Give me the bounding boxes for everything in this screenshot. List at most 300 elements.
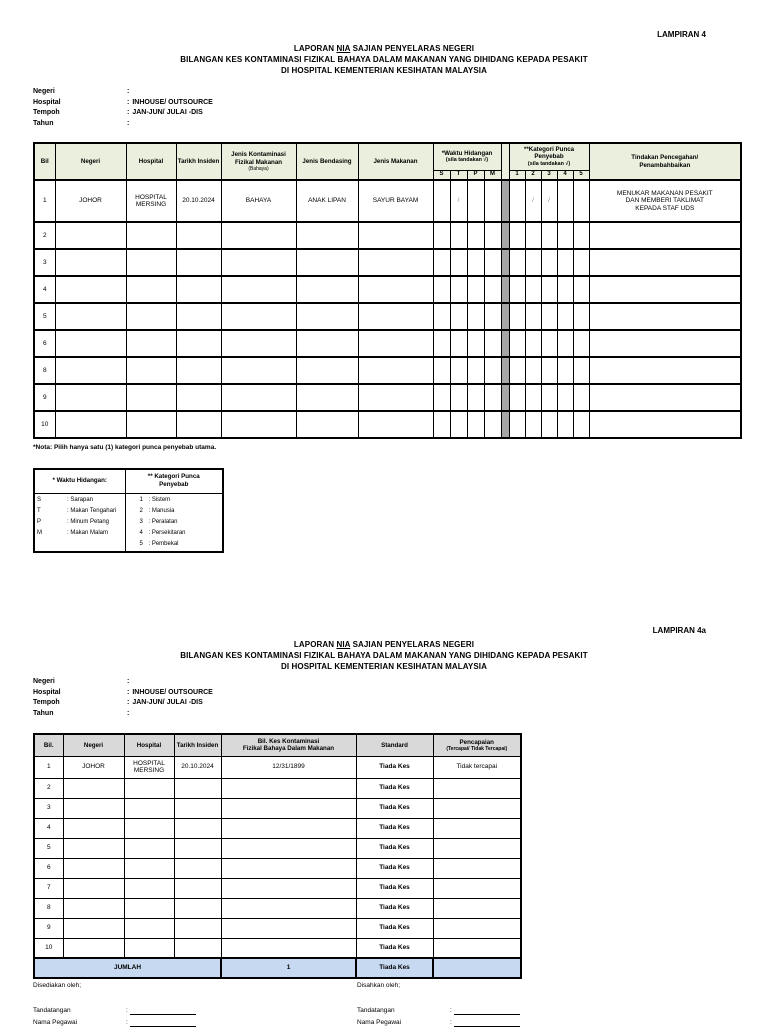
cell-hospital xyxy=(126,384,176,411)
cell-hospital xyxy=(126,330,176,357)
meta-colon: : xyxy=(127,688,130,696)
cell-waktu-p xyxy=(467,330,484,357)
cell-hospital xyxy=(124,918,174,938)
header-hospital: Hospital xyxy=(126,143,176,180)
cell-pencapaian xyxy=(433,798,521,818)
header-tindakan: Tindakan Pencegahan/ Penambahbaikan xyxy=(589,143,741,180)
cell-kategori-2 xyxy=(525,330,541,357)
separator-strip-cell xyxy=(501,330,509,357)
cell-kategori-3: / xyxy=(541,180,557,222)
meta-label: Negeri xyxy=(33,88,55,95)
cell-bendasing xyxy=(296,222,358,249)
cell-makanan xyxy=(358,249,433,276)
signature-row-tandatangan xyxy=(33,1003,196,1015)
header-kategori-3: 3 xyxy=(541,170,557,180)
header-standard: Standard xyxy=(356,734,433,756)
header-bil: Bil. xyxy=(34,734,63,756)
cell-waktu-m xyxy=(484,276,501,303)
cell-bendasing xyxy=(296,330,358,357)
cell-hospital xyxy=(126,411,176,438)
cell-tarikh xyxy=(176,330,221,357)
cell-pencapaian xyxy=(433,818,521,838)
jumlah-label: JUMLAH xyxy=(34,958,221,978)
cell-negeri xyxy=(55,384,126,411)
header-waktu-p: P xyxy=(467,170,484,180)
cell-bil-kes xyxy=(221,938,356,958)
header-waktu-s: S xyxy=(433,170,450,180)
legend-key: P xyxy=(37,518,42,525)
cell-kategori-2 xyxy=(525,357,541,384)
cell-kontaminasi xyxy=(221,330,296,357)
separator-strip-cell xyxy=(501,180,509,222)
cell-waktu-t xyxy=(450,330,467,357)
header-jenis-kontaminasi: Jenis Kontaminasi Fizikal Makanan (Bahaya) xyxy=(221,143,296,180)
cell-bil: 4 xyxy=(34,276,55,303)
cell-pencapaian xyxy=(433,898,521,918)
meta-row-negeri xyxy=(33,87,213,98)
legend-item-4 xyxy=(128,528,221,539)
cell-bendasing xyxy=(296,411,358,438)
signature-colon: : xyxy=(126,1019,128,1026)
cell-bil-kes xyxy=(221,838,356,858)
separator-strip-cell xyxy=(501,276,509,303)
cell-waktu-p xyxy=(467,303,484,330)
cell-makanan xyxy=(358,303,433,330)
table-row xyxy=(34,249,741,276)
cell-negeri xyxy=(55,411,126,438)
separator-strip-cell xyxy=(501,249,509,276)
header-kategori-4: 4 xyxy=(557,170,573,180)
meta-label: Negeri xyxy=(33,678,55,685)
cell-kategori-3 xyxy=(541,222,557,249)
signature-colon: : xyxy=(126,1007,128,1014)
cell-waktu-p xyxy=(467,411,484,438)
cell-pencapaian: Tidak tercapai xyxy=(433,756,521,778)
signature-row-nama-pegawai xyxy=(357,1015,520,1027)
underlined-nia: NIA xyxy=(336,44,351,53)
cell-bil: 7 xyxy=(34,878,63,898)
meta-label: Tempoh xyxy=(33,699,60,706)
cell-bil: 10 xyxy=(34,411,55,438)
jumlah-standard: Tiada Kes xyxy=(356,958,433,978)
cell-bendasing xyxy=(296,303,358,330)
cell-waktu-t xyxy=(450,303,467,330)
legend-key: T xyxy=(37,507,41,514)
cell-standard: Tiada Kes xyxy=(356,938,433,958)
cell-kategori-4 xyxy=(557,249,573,276)
cell-waktu-s xyxy=(433,411,450,438)
cell-hospital xyxy=(124,858,174,878)
report-title-line1: LAPORAN NIA SAJIAN PENYELARAS NEGERI xyxy=(293,44,475,53)
header-negeri: Negeri xyxy=(63,734,124,756)
cell-pencapaian xyxy=(433,778,521,798)
cell-bil: 9 xyxy=(34,918,63,938)
legend-kategori-list xyxy=(125,493,223,552)
cell-tarikh: 20.10.2024 xyxy=(176,180,221,222)
cell-bil: 1 xyxy=(34,180,55,222)
cell-kontaminasi xyxy=(221,357,296,384)
cell-bil: 2 xyxy=(34,778,63,798)
table-row xyxy=(34,357,741,384)
cell-kontaminasi xyxy=(221,384,296,411)
cell-hospital xyxy=(124,818,174,838)
cell-standard: Tiada Kes xyxy=(356,778,433,798)
cell-kontaminasi: BAHAYA xyxy=(221,180,296,222)
cell-tindakan xyxy=(589,303,741,330)
cell-waktu-t xyxy=(450,411,467,438)
cell-standard: Tiada Kes xyxy=(356,878,433,898)
legend-item-5 xyxy=(128,539,221,550)
cell-standard: Tiada Kes xyxy=(356,858,433,878)
table-row xyxy=(34,411,741,438)
cell-tindakan xyxy=(589,249,741,276)
header-waktu-m: M xyxy=(484,170,501,180)
cell-tarikh: 20.10.2024 xyxy=(174,756,221,778)
cell-waktu-t xyxy=(450,357,467,384)
cell-negeri xyxy=(55,303,126,330)
meta-colon: : xyxy=(127,699,130,706)
meta-value: JAN-JUN/ JULAI -DIS xyxy=(132,109,203,116)
cell-pencapaian xyxy=(433,858,521,878)
cell-bil-kes: 12/31/1899 xyxy=(221,756,356,778)
cell-kategori-1 xyxy=(509,249,525,276)
cell-kategori-4 xyxy=(557,276,573,303)
cell-negeri xyxy=(63,878,124,898)
meta-row-tahun xyxy=(33,709,213,720)
cell-waktu-s xyxy=(433,357,450,384)
cell-negeri xyxy=(63,778,124,798)
cell-kategori-2: / xyxy=(525,180,541,222)
lampiran-4-label: LAMPIRAN 4 xyxy=(657,30,706,39)
legend-table xyxy=(33,468,224,553)
cell-bil: 8 xyxy=(34,357,55,384)
legend-waktu-list xyxy=(34,493,125,552)
signature-label: Nama Pegawai xyxy=(33,1019,78,1026)
cell-hospital xyxy=(126,222,176,249)
cell-kategori-2 xyxy=(525,411,541,438)
meta-row-negeri xyxy=(33,677,213,688)
cell-bil: 3 xyxy=(34,249,55,276)
report-title-line2: BILANGAN KES KONTAMINASI FIZIKAL BAHAYA DALAM MAKANAN YANG DIHIDANG KEPADA PESAKIT xyxy=(180,651,588,660)
cell-waktu-s xyxy=(433,180,450,222)
table-row xyxy=(34,898,521,918)
disediakan-oleh-block xyxy=(33,982,196,1027)
separator-strip-cell xyxy=(501,222,509,249)
cell-tindakan xyxy=(589,180,741,222)
header-kategori-1: 1 xyxy=(509,170,525,180)
cell-bil: 5 xyxy=(34,838,63,858)
meta-label: Tahun xyxy=(33,709,54,717)
cell-standard: Tiada Kes xyxy=(356,756,433,778)
cell-kategori-4 xyxy=(557,330,573,357)
header-kategori-2: 2 xyxy=(525,170,541,180)
signature-title: Disediakan oleh; xyxy=(33,982,82,989)
cell-bil-kes xyxy=(221,878,356,898)
lampiran-4a-label: LAMPIRAN 4a xyxy=(652,626,706,635)
cell-waktu-s xyxy=(433,249,450,276)
cell-tindakan xyxy=(589,384,741,411)
cell-tarikh xyxy=(174,918,221,938)
cell-bil: 6 xyxy=(34,330,55,357)
signature-colon: : xyxy=(450,1007,452,1014)
meta-row-tempoh xyxy=(33,698,213,709)
cell-standard: Tiada Kes xyxy=(356,918,433,938)
cell-standard: Tiada Kes xyxy=(356,798,433,818)
cell-kategori-4 xyxy=(557,384,573,411)
legend-label: : Makan Malam xyxy=(67,529,109,536)
header-waktu-hidangan-group: *Waktu Hidangan (sila tandakan √) xyxy=(433,143,501,170)
cell-waktu-m xyxy=(484,384,501,411)
cell-bil: 5 xyxy=(34,303,55,330)
cell-tarikh xyxy=(174,858,221,878)
legend-label: : Sarapan xyxy=(67,496,94,503)
nota-text: *Nota: Pilih hanya satu (1) kategori punca penyebab utama. xyxy=(33,444,217,451)
cell-negeri xyxy=(63,898,124,918)
cell-tarikh xyxy=(174,838,221,858)
cell-waktu-p xyxy=(467,384,484,411)
cell-negeri xyxy=(63,938,124,958)
cell-tarikh xyxy=(174,938,221,958)
cell-bil: 10 xyxy=(34,938,63,958)
cell-bil: 6 xyxy=(34,858,63,878)
cell-tarikh xyxy=(174,898,221,918)
cell-tindakan xyxy=(589,330,741,357)
cell-waktu-m xyxy=(484,411,501,438)
tindakan-line: DAN MEMBERI TAKLIMAT xyxy=(625,197,704,205)
cell-kategori-1 xyxy=(509,276,525,303)
cell-hospital xyxy=(126,303,176,330)
cell-bil-kes xyxy=(221,918,356,938)
meta-colon: : xyxy=(127,109,130,116)
cell-waktu-p xyxy=(467,222,484,249)
table-row xyxy=(34,838,521,858)
meta-label: Tempoh xyxy=(33,109,60,116)
header-tarikh-insiden: Tarikh Insiden xyxy=(174,734,221,756)
meta-row-hospital xyxy=(33,688,213,699)
cell-waktu-p xyxy=(467,357,484,384)
cell-tarikh xyxy=(176,303,221,330)
separator-strip xyxy=(501,143,509,180)
cell-kategori-4 xyxy=(557,357,573,384)
signature-label: Tandatangan xyxy=(33,1007,71,1014)
cell-negeri xyxy=(63,858,124,878)
cell-makanan: SAYUR BAYAM xyxy=(358,180,433,222)
report-meta-block-2 xyxy=(33,677,213,719)
cell-negeri xyxy=(63,798,124,818)
cell-bil: 3 xyxy=(34,798,63,818)
cell-standard: Tiada Kes xyxy=(356,818,433,838)
cell-kategori-5 xyxy=(573,222,589,249)
cell-hospital: HOSPITAL MERSING xyxy=(124,756,174,778)
cell-negeri xyxy=(55,330,126,357)
cell-kategori-4 xyxy=(557,411,573,438)
header-waktu-t: T xyxy=(450,170,467,180)
cell-kategori-1 xyxy=(509,411,525,438)
legend-item-1 xyxy=(128,495,221,506)
table-row xyxy=(34,756,521,778)
meta-value: INHOUSE/ OUTSOURCE xyxy=(132,98,213,106)
meta-row-tempoh xyxy=(33,108,213,119)
cell-kategori-4 xyxy=(557,180,573,222)
cell-waktu-p xyxy=(467,180,484,222)
cell-kategori-1 xyxy=(509,357,525,384)
header-hospital: Hospital xyxy=(124,734,174,756)
cell-kategori-1 xyxy=(509,180,525,222)
cell-kategori-5 xyxy=(573,411,589,438)
cell-standard: Tiada Kes xyxy=(356,898,433,918)
cell-bil: 4 xyxy=(34,818,63,838)
cell-waktu-s xyxy=(433,330,450,357)
legend-label: : Sistem xyxy=(148,496,171,503)
cell-tarikh xyxy=(176,411,221,438)
signature-label: Nama Pegawai xyxy=(357,1019,402,1026)
jumlah-row xyxy=(34,958,521,978)
table-row xyxy=(34,276,741,303)
cell-waktu-m xyxy=(484,249,501,276)
cell-kategori-3 xyxy=(541,411,557,438)
header-bahaya-subnote: (Bahaya) xyxy=(248,166,269,172)
report-title-line1: LAPORAN NIA SAJIAN PENYELARAS NEGERI xyxy=(293,640,475,649)
cell-negeri: JOHOR xyxy=(63,756,124,778)
cell-kategori-3 xyxy=(541,276,557,303)
cell-tarikh xyxy=(176,384,221,411)
signature-row-nama-pegawai xyxy=(33,1015,196,1027)
standard-table xyxy=(33,733,522,979)
cell-tarikh xyxy=(176,276,221,303)
cell-kategori-3 xyxy=(541,357,557,384)
cell-bil-kes xyxy=(221,778,356,798)
legend-key: M xyxy=(37,529,42,536)
cell-tindakan xyxy=(589,357,741,384)
cell-hospital xyxy=(124,898,174,918)
cell-kategori-1 xyxy=(509,303,525,330)
cell-pencapaian xyxy=(433,878,521,898)
cell-kontaminasi xyxy=(221,303,296,330)
cell-bil-kes xyxy=(221,818,356,838)
cell-kontaminasi xyxy=(221,411,296,438)
header-kategori-punca-group: **Kategori Punca Penyebab (sila tandakan √) xyxy=(509,143,589,170)
signature-colon: : xyxy=(450,1019,452,1026)
table-row xyxy=(34,818,521,838)
cell-waktu-s xyxy=(433,303,450,330)
report-meta-block xyxy=(33,87,213,129)
cell-kategori-4 xyxy=(557,303,573,330)
header-jenis-bendasing: Jenis Bendasing xyxy=(296,143,358,180)
jumlah-bil-kes-total: 1 xyxy=(221,958,356,978)
kontaminasi-table xyxy=(33,142,742,439)
cell-kontaminasi xyxy=(221,249,296,276)
legend-item-t xyxy=(37,506,123,517)
cell-hospital xyxy=(126,276,176,303)
legend-right-header: ** Kategori Punca Penyebab xyxy=(125,469,223,493)
legend-label: : Peralatan xyxy=(148,518,178,525)
cell-makanan xyxy=(358,222,433,249)
legend-left-header: * Waktu Hidangan: xyxy=(34,469,125,493)
cell-waktu-t xyxy=(450,222,467,249)
header-jenis-makanan: Jenis Makanan xyxy=(358,143,433,180)
meta-row-tahun xyxy=(33,119,213,130)
cell-hospital xyxy=(126,249,176,276)
header-pencapaian: Pencapaian (Tercapai/ Tidak Tercapai) xyxy=(433,734,521,756)
meta-colon: : xyxy=(127,88,130,95)
cell-kategori-5 xyxy=(573,249,589,276)
cell-kategori-5 xyxy=(573,357,589,384)
cell-tarikh xyxy=(176,357,221,384)
cell-tarikh xyxy=(174,818,221,838)
legend-key: 3 xyxy=(139,518,143,525)
meta-label: Tahun xyxy=(33,119,54,127)
separator-strip-cell xyxy=(501,357,509,384)
signature-label: Tandatangan xyxy=(357,1007,395,1014)
legend-item-m xyxy=(37,528,123,539)
meta-colon: : xyxy=(127,678,130,685)
cell-pencapaian xyxy=(433,918,521,938)
cell-makanan xyxy=(358,276,433,303)
meta-row-hospital xyxy=(33,98,213,109)
cell-waktu-s xyxy=(433,276,450,303)
cell-bendasing xyxy=(296,357,358,384)
cell-tarikh xyxy=(174,778,221,798)
cell-negeri xyxy=(55,357,126,384)
cell-bil-kes xyxy=(221,898,356,918)
legend-label: : Manusia xyxy=(148,507,175,514)
legend-label: : Minum Petang xyxy=(67,518,110,525)
cell-negeri xyxy=(55,222,126,249)
report-title-2 xyxy=(0,639,768,672)
header-bil-kes: Bil. Kes Kontaminasi Fizikal Bahaya Dalam Makanan xyxy=(221,734,356,756)
cell-negeri xyxy=(55,276,126,303)
legend-item-s xyxy=(37,495,123,506)
disahkan-oleh-block xyxy=(357,982,520,1027)
cell-hospital xyxy=(124,778,174,798)
cell-negeri xyxy=(63,918,124,938)
legend-key: S xyxy=(37,496,42,503)
cell-waktu-p xyxy=(467,276,484,303)
cell-bendasing xyxy=(296,276,358,303)
meta-label: Hospital xyxy=(33,688,61,696)
cell-kategori-2 xyxy=(525,384,541,411)
cell-tarikh xyxy=(174,878,221,898)
cell-kategori-4 xyxy=(557,222,573,249)
report-title-line2: BILANGAN KES KONTAMINASI FIZIKAL BAHAYA DALAM MAKANAN YANG DIHIDANG KEPADA PESAKIT xyxy=(180,55,588,64)
cell-kategori-5 xyxy=(573,276,589,303)
meta-label: Hospital xyxy=(33,98,61,106)
cell-pencapaian xyxy=(433,838,521,858)
header-kategori-5: 5 xyxy=(573,170,589,180)
cell-kategori-3 xyxy=(541,303,557,330)
table-row xyxy=(34,778,521,798)
table-row xyxy=(34,798,521,818)
cell-negeri xyxy=(63,838,124,858)
cell-kategori-1 xyxy=(509,222,525,249)
cell-tarikh xyxy=(174,798,221,818)
cell-kategori-2 xyxy=(525,249,541,276)
legend-item-2 xyxy=(128,506,221,517)
cell-kategori-5 xyxy=(573,303,589,330)
table-row xyxy=(34,938,521,958)
legend-label: : Pembekal xyxy=(148,540,179,547)
separator-strip-cell xyxy=(501,411,509,438)
cell-kategori-2 xyxy=(525,276,541,303)
jumlah-pencapaian xyxy=(433,958,521,978)
cell-waktu-t xyxy=(450,384,467,411)
cell-waktu-t xyxy=(450,276,467,303)
cell-waktu-t: / xyxy=(450,180,467,222)
legend-key: 1 xyxy=(139,496,143,503)
cell-waktu-t xyxy=(450,249,467,276)
cell-hospital xyxy=(124,878,174,898)
table-row xyxy=(34,878,521,898)
